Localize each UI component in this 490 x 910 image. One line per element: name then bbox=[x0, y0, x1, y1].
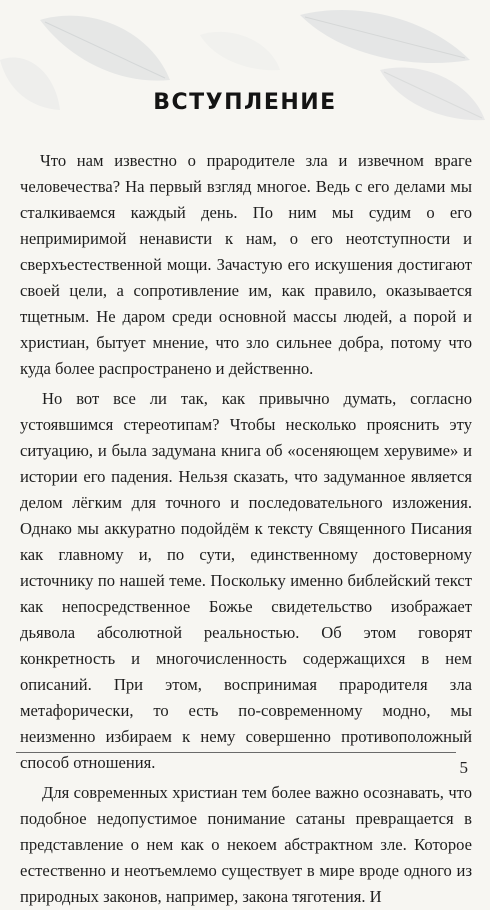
feather-icon bbox=[300, 10, 470, 63]
footer-rule bbox=[16, 752, 456, 753]
paragraph: Но вот все ли так, как привычно думать, согласно устоявшимся стереотипам? Чтобы несколько прояснить эту ситуацию, и была задумана книга об «осеняющем херувиме» и истории его падения. Нельзя сказать, что задуманное является делом лёгким для точного и последовательного изложения. Однако мы аккуратно подойдём к тексту Священного Писания как главному и, по сути, единственному достоверному источнику по нашей теме. Поскольку именно библейский текст как непосредственное Божье свидетельство изображает дьявола абсолютной реальностью. Об этом говорят конкретность и многочисленность содержащихся в нем описаний. При этом, воспринимая прародителя зла метафорически, то есть по-современному модно, мы неизменно избираем к нему совершенно противоположный способ отношения. bbox=[20, 389, 472, 772]
page-number: 5 bbox=[459, 758, 468, 777]
page-heading: ВСТУПЛЕНИЕ bbox=[153, 90, 337, 115]
feather-icon bbox=[40, 16, 170, 81]
paragraph: Что нам известно о прародителе зла и извечном враге человечества? На первый взгляд многое. Ведь с его делами мы сталкиваемся каждый день. По ним мы судим о его непримиримой ненависти к нам, о его неотступности и сверхъестественной мощи. Зачастую его искушения достигают своей цели, а сопротивление им, как правило, оказывается тщетным. Не даром среди основной массы людей, а порой и христиан, бытует мнение, что зло сильнее добра, потому что куда более распространено и действенно. bbox=[20, 151, 472, 378]
body-text bbox=[20, 148, 472, 910]
paragraph: Для современных христиан тем более важно осознавать, что подобное недопустимое понимание сатаны превращается в представление о нем как о некоем абстрактном зле. Которое естественно и неотъемлемо существует в мире вроде одного из природных законов, например, закона тяготения. И bbox=[20, 783, 472, 906]
feather-icon bbox=[200, 32, 280, 70]
